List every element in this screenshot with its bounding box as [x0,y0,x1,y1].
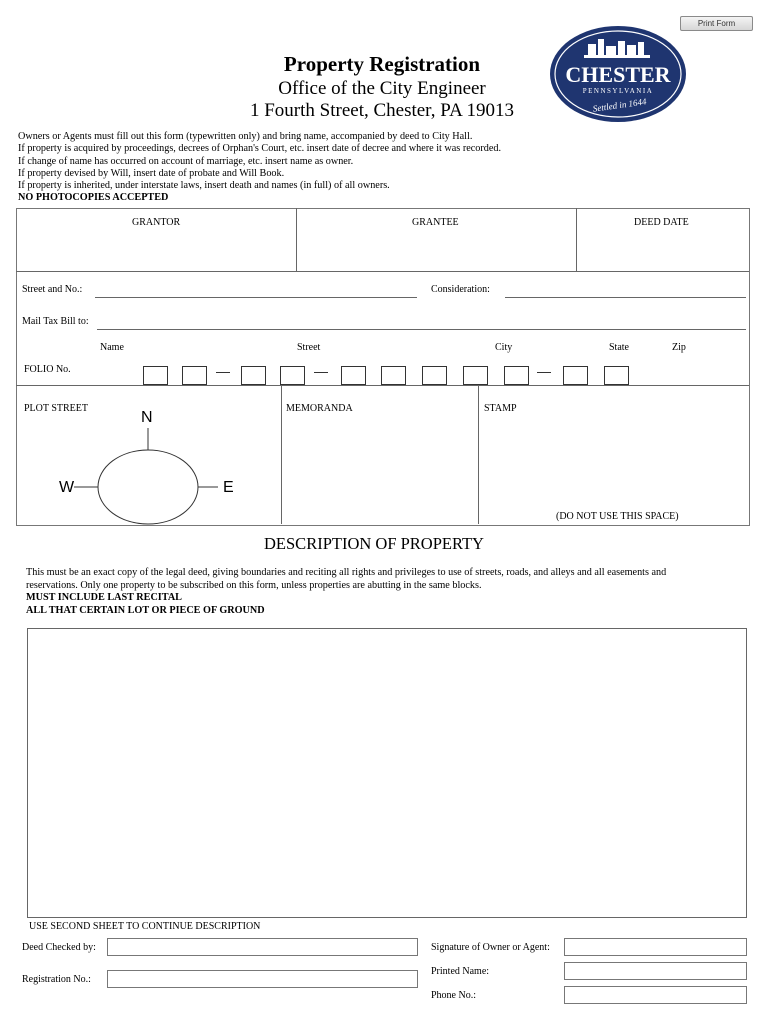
print-form-button[interactable]: Print Form [680,16,753,31]
folio-box[interactable] [463,366,488,385]
mail-tax-bill-label: Mail Tax Bill to: [22,316,89,327]
folio-box[interactable] [182,366,207,385]
grantee-header: GRANTEE [412,217,459,228]
logo-motto: Settled in 1644 [592,96,648,114]
street-no-label: Street and No.: [22,284,83,295]
folio-box[interactable] [341,366,366,385]
registration-no-field[interactable] [107,970,418,988]
city-sublabel: City [495,342,513,353]
office-name: Office of the City Engineer [278,78,486,99]
all-that-note: ALL THAT CERTAIN LOT OR PIECE OF GROUND [26,604,265,616]
chester-logo [548,24,688,124]
instruction-line: If property is acquired by proceedings, decrees of Orphan's Court, etc. insert date of decree and where it was recorded. [18,143,501,155]
consideration-field[interactable] [505,297,746,298]
deed-date-header: DEED DATE [634,217,689,228]
divider [16,271,749,272]
description-line: reservations. Only one property to be subscribed on this form, unless properties are abutting in the same blocks. [26,579,482,591]
instruction-line: If property devised by Will, insert date of probate and Will Book. [18,167,285,179]
compass-east: E [223,479,234,496]
grantor-field[interactable] [18,228,294,269]
folio-box[interactable] [143,366,168,385]
do-not-use-note: (DO NOT USE THIS SPACE) [556,511,679,522]
phone-field[interactable] [564,986,747,1004]
folio-dash [216,372,230,373]
must-include-note: MUST INCLUDE LAST RECITAL [26,592,182,603]
grantor-header: GRANTOR [132,217,181,228]
plot-street-label: PLOT STREET [24,403,88,414]
folio-box[interactable] [504,366,529,385]
description-title: DESCRIPTION OF PROPERTY [264,534,484,553]
folio-dash [537,372,551,373]
compass-diagram [40,400,240,525]
continue-note: USE SECOND SHEET TO CONTINUE DESCRIPTION [29,921,261,932]
instructions [18,131,618,205]
grantee-field[interactable] [298,228,574,269]
divider [16,385,749,386]
compass-west: W [59,479,75,496]
state-sublabel: State [609,342,629,353]
compass-north: N [141,409,153,426]
registration-no-label: Registration No.: [22,974,91,985]
no-photocopies-notice: NO PHOTOCOPIES ACCEPTED [18,192,169,204]
consideration-label: Consideration: [431,284,490,295]
stamp-label: STAMP [484,403,517,414]
folio-label: FOLIO No. [24,364,71,375]
printed-name-label: Printed Name: [431,966,490,977]
folio-box[interactable] [422,366,447,385]
folio-box[interactable] [604,366,629,385]
form-title: Property Registration [283,52,481,76]
zip-sublabel: Zip [672,342,686,353]
instruction-line: If change of name has occurred on account of marriage, etc. insert name as owner. [18,155,354,167]
phone-label: Phone No.: [431,990,476,1001]
signature-field[interactable] [564,938,747,956]
folio-box[interactable] [241,366,266,385]
folio-dash [314,372,328,373]
logo-name: CHESTER [565,62,671,87]
street-no-field[interactable] [95,297,417,298]
name-sublabel: Name [100,342,124,353]
instruction-line: Owners or Agents must fill out this form (typewritten only) and bring name, accompanied by deed to City Hall. [18,131,473,142]
deed-date-field[interactable] [578,228,746,269]
divider [478,385,479,524]
street-sublabel: Street [297,342,321,353]
signature-label: Signature of Owner or Agent: [431,942,550,953]
description-instructions [26,567,726,617]
memoranda-label: MEMORANDA [286,403,353,414]
office-address: 1 Fourth Street, Chester, PA 19013 [249,100,514,121]
deed-checked-label: Deed Checked by: [22,942,96,953]
divider [296,208,297,271]
divider [281,385,282,524]
instruction-line: If property is inherited, under interstate laws, insert death and names (in full) of all owners. [18,180,390,192]
folio-box[interactable] [280,366,305,385]
description-line: This must be an exact copy of the legal deed, giving boundaries and reciting all rights and privileges to use of streets, roads, and alleys and all easements and [26,567,667,578]
logo-state: PENNSYLVANIA [582,87,654,95]
folio-box[interactable] [563,366,588,385]
folio-box[interactable] [381,366,406,385]
mail-tax-bill-field[interactable] [97,329,746,330]
divider [576,208,577,271]
description-textarea[interactable] [27,628,747,918]
printed-name-field[interactable] [564,962,747,980]
deed-checked-field[interactable] [107,938,418,956]
